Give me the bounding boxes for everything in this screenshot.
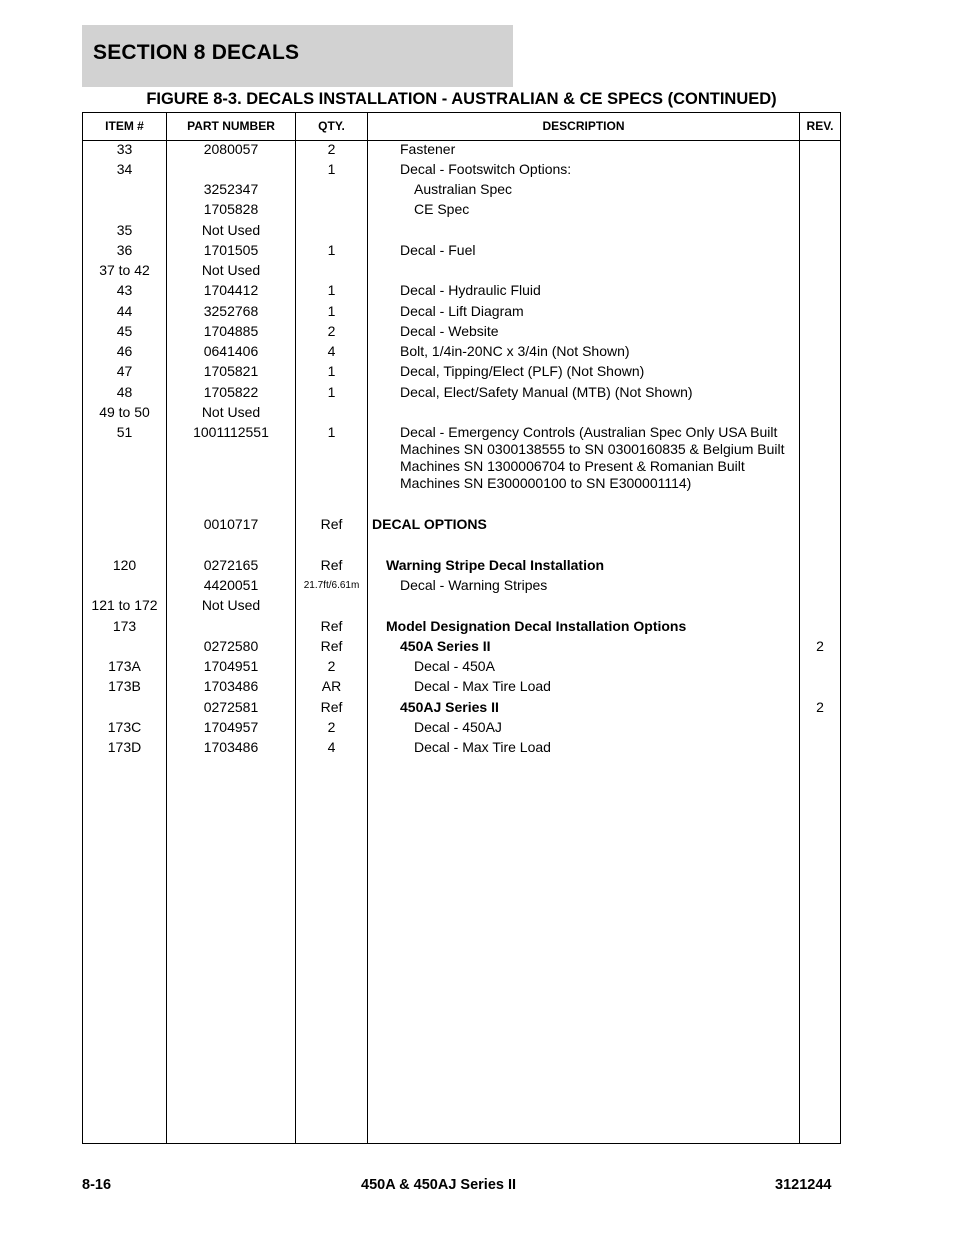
part-number-cell: Not Used [201, 404, 261, 420]
section-header [82, 25, 513, 87]
item-number-cell: 173D [107, 739, 142, 755]
rev-cell: 2 [816, 699, 824, 715]
description-cell: DECAL OPTIONS [372, 516, 487, 532]
description-cell: 450AJ Series II [400, 699, 499, 715]
item-number-cell: 49 to 50 [99, 404, 150, 420]
part-number-cell: 1704957 [203, 719, 259, 735]
part-number-cell: 1703486 [203, 678, 259, 694]
item-number-cell: 36 [116, 242, 133, 258]
item-number-cell: 121 to 172 [91, 597, 158, 613]
description-cell: Decal - Lift Diagram [400, 303, 524, 319]
column-divider [799, 113, 800, 1143]
part-number-cell: Not Used [201, 262, 261, 278]
part-number-cell: 1701505 [203, 242, 259, 258]
qty-cell: AR [321, 678, 342, 694]
description-cell: Decal - Fuel [400, 242, 476, 258]
item-number-cell: 35 [116, 222, 133, 238]
description-cell: Decal - Emergency Controls (Australian Spec Only USA Built Machines SN 0300138555 to SN 0300160835 & Belgium Built Machines SN 1300006704 to Present & Romanian Built Machines SN E300000100 to SN E300001114) [400, 424, 785, 491]
description-cell: Decal, Tipping/Elect (PLF) (Not Shown) [400, 363, 645, 379]
item-number-cell: 43 [116, 282, 133, 298]
description-cell: Model Designation Decal Installation Options [386, 618, 687, 634]
qty-cell: Ref [320, 557, 343, 573]
part-number-cell: 0272581 [203, 699, 259, 715]
part-number-cell: Not Used [201, 222, 261, 238]
qty-cell: 4 [327, 739, 336, 755]
item-number-cell: 173C [107, 719, 142, 735]
item-number-cell: 37 to 42 [99, 262, 150, 278]
item-number-cell: 173A [108, 658, 141, 674]
item-number-cell: 120 [112, 557, 137, 573]
part-number-cell: 4420051 [203, 577, 259, 593]
header-part-number: PART NUMBER [187, 119, 275, 133]
section-title: SECTION 8 DECALS [93, 41, 300, 64]
qty-cell: 1 [327, 242, 336, 258]
qty-cell: Ref [320, 516, 343, 532]
qty-cell: 21.7ft/6.61m [303, 580, 360, 591]
qty-cell: 2 [327, 719, 336, 735]
header-rev: REV. [806, 119, 834, 133]
part-number-cell: 1705822 [203, 384, 259, 400]
item-number-cell: 173B [108, 678, 141, 694]
part-number-cell: 0272580 [203, 638, 259, 654]
header-qty: QTY. [318, 119, 345, 133]
qty-cell: 1 [327, 303, 336, 319]
qty-cell: 2 [327, 141, 336, 157]
doc-number: 3121244 [775, 1177, 832, 1193]
part-number-cell: 1704951 [203, 658, 259, 674]
description-cell: Decal - Max Tire Load [414, 739, 551, 755]
item-number-cell: 33 [116, 141, 133, 157]
part-number-cell: 1001112551 [193, 424, 269, 440]
description-cell: Decal - Hydraulic Fluid [400, 282, 541, 298]
item-number-cell: 48 [116, 384, 133, 400]
qty-cell: 1 [327, 363, 336, 379]
part-number-cell: 1705828 [203, 201, 259, 217]
description-cell: Decal - 450AJ [414, 719, 502, 735]
description-cell: Decal, Elect/Safety Manual (MTB) (Not Shown) [400, 384, 693, 400]
item-number-cell: 45 [116, 323, 133, 339]
qty-cell: 4 [327, 343, 336, 359]
header-item: ITEM # [105, 119, 144, 133]
part-number-cell: 0641406 [203, 343, 259, 359]
item-number-cell: 173 [112, 618, 137, 634]
item-number-cell: 46 [116, 343, 133, 359]
description-cell: Decal - Max Tire Load [414, 678, 551, 694]
description-cell: CE Spec [414, 201, 470, 217]
description-cell: Decal - Warning Stripes [400, 577, 548, 593]
item-number-cell: 34 [116, 161, 133, 177]
description-cell: Bolt, 1/4in-20NC x 3/4in (Not Shown) [400, 343, 630, 359]
qty-cell: 1 [327, 161, 336, 177]
description-cell: Decal - Website [400, 323, 499, 339]
item-number-cell: 44 [116, 303, 133, 319]
part-number-cell: 0272165 [203, 557, 259, 573]
qty-cell: 1 [327, 424, 336, 440]
figure-title: FIGURE 8-3. DECALS INSTALLATION - AUSTRALIAN & CE SPECS (CONTINUED) [146, 90, 777, 108]
part-number-cell: Not Used [201, 597, 261, 613]
qty-cell: Ref [320, 638, 343, 654]
parts-table [82, 112, 841, 1144]
part-number-cell: 1705821 [203, 363, 259, 379]
qty-cell: 2 [327, 323, 336, 339]
qty-cell: Ref [320, 618, 343, 634]
rev-cell: 2 [816, 638, 824, 654]
qty-cell: 1 [327, 384, 336, 400]
model-name: 450A & 450AJ Series II [361, 1177, 517, 1193]
header-description: DESCRIPTION [542, 119, 625, 133]
qty-cell: 1 [327, 282, 336, 298]
column-divider [367, 113, 368, 1143]
part-number-cell: 0010717 [203, 516, 259, 532]
page-number: 8-16 [82, 1177, 112, 1193]
description-cell: 450A Series II [400, 638, 491, 654]
description-cell: Decal - Footswitch Options: [400, 161, 572, 177]
item-number-cell: 47 [116, 363, 133, 379]
part-number-cell: 1703486 [203, 739, 259, 755]
description-cell: Fastener [400, 141, 456, 157]
description-cell: Warning Stripe Decal Installation [386, 557, 605, 573]
qty-cell: 2 [327, 658, 336, 674]
item-number-cell: 51 [116, 424, 133, 440]
part-number-cell: 3252347 [203, 181, 259, 197]
part-number-cell: 3252768 [203, 303, 259, 319]
part-number-cell: 1704885 [203, 323, 259, 339]
part-number-cell: 1704412 [203, 282, 259, 298]
qty-cell: Ref [320, 699, 343, 715]
description-cell: Australian Spec [414, 181, 513, 197]
description-cell: Decal - 450A [414, 658, 495, 674]
part-number-cell: 2080057 [203, 141, 259, 157]
